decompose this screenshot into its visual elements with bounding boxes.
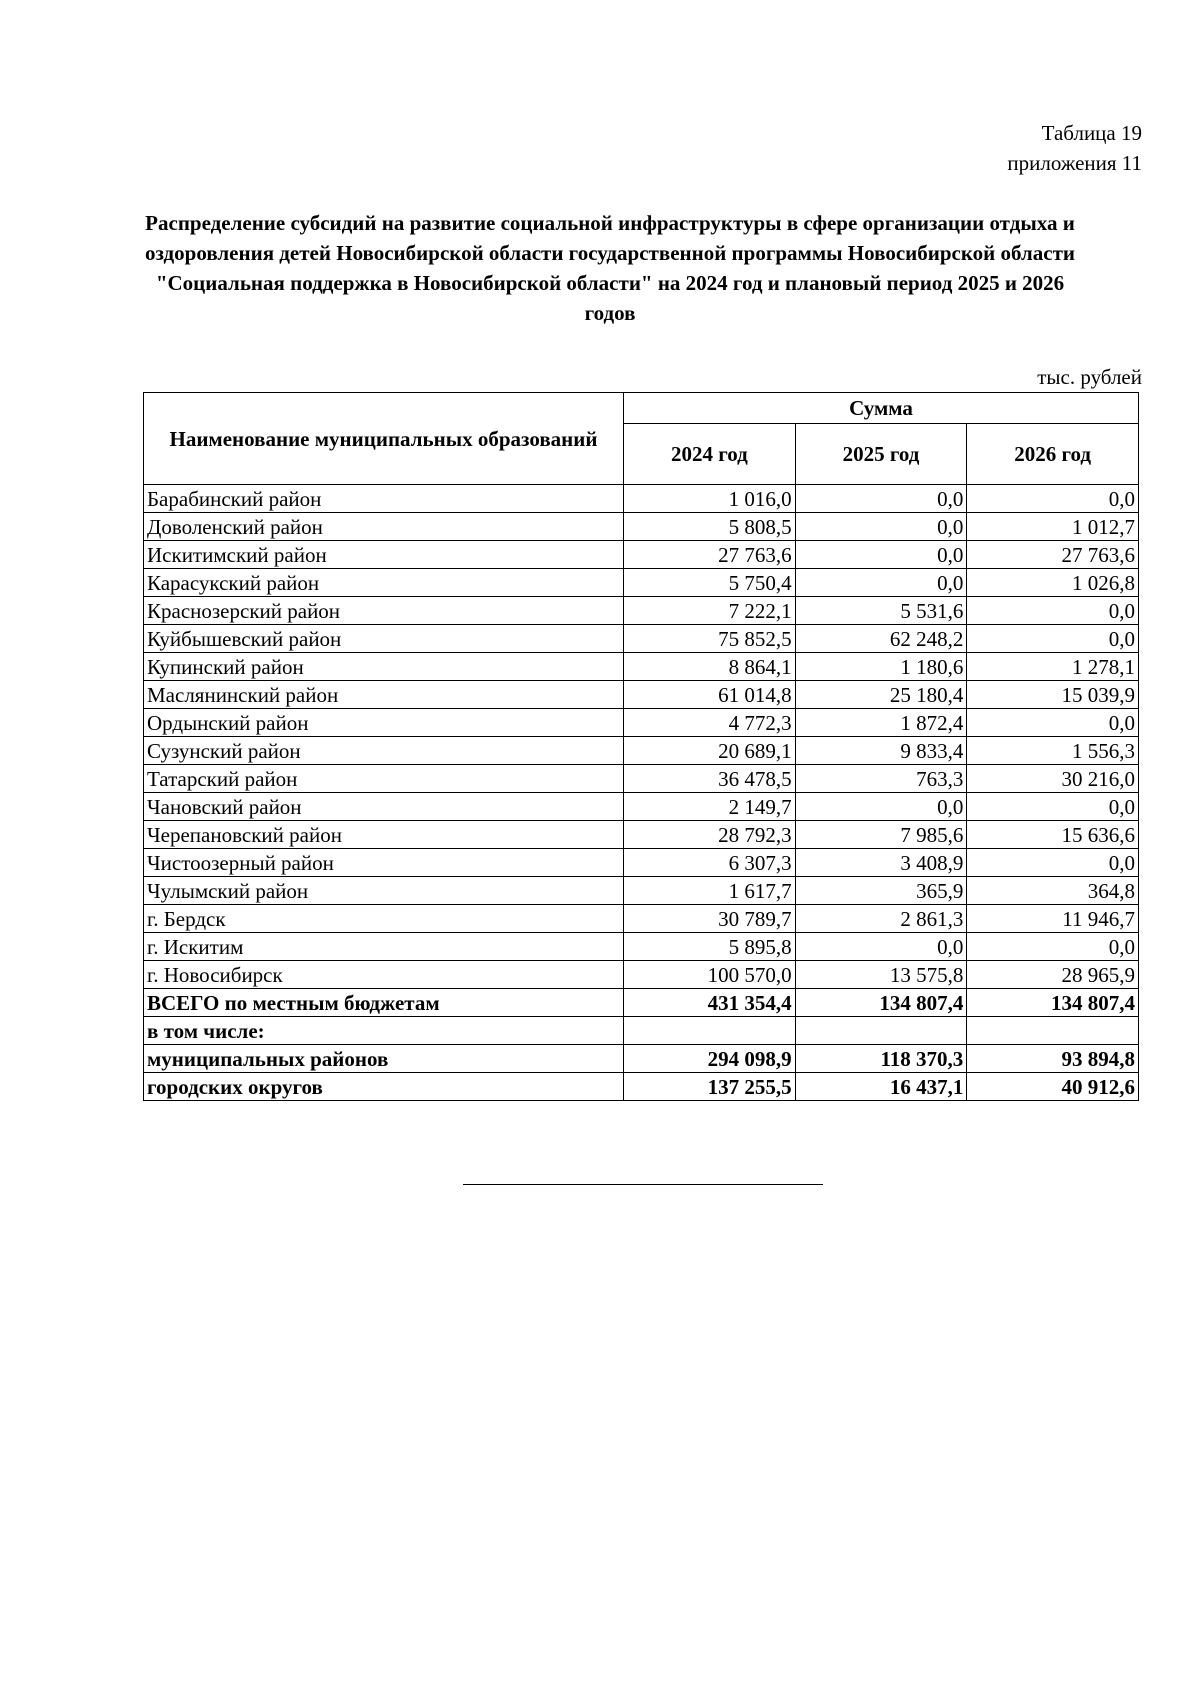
cell-2025: 3 408,9: [795, 849, 967, 877]
cell-municipality: Чистоозерный район: [144, 849, 624, 877]
cell-2024: 294 098,9: [624, 1045, 796, 1073]
cell-2024: [624, 1017, 796, 1045]
cell-2025: 365,9: [795, 877, 967, 905]
cell-2026: 1 026,8: [967, 569, 1139, 597]
cell-2025: 0,0: [795, 541, 967, 569]
cell-municipality: Барабинский район: [144, 485, 624, 513]
cell-2026: 1 556,3: [967, 737, 1139, 765]
cell-2026: 0,0: [967, 625, 1139, 653]
header-sum: Сумма: [624, 393, 1139, 424]
cell-2024: 30 789,7: [624, 905, 796, 933]
cell-2026: 1 278,1: [967, 653, 1139, 681]
header-municipality: Наименование муниципальных образований: [144, 393, 624, 485]
cell-2026: [967, 1017, 1139, 1045]
table-row: [144, 821, 1139, 849]
cell-2024: 6 307,3: [624, 849, 796, 877]
header-year-2024: 2024 год: [624, 424, 796, 485]
cell-2024: 431 354,4: [624, 989, 796, 1017]
cell-2024: 5 895,8: [624, 933, 796, 961]
cell-municipality: г. Искитим: [144, 933, 624, 961]
cell-2025: 16 437,1: [795, 1073, 967, 1101]
cell-2025: 763,3: [795, 765, 967, 793]
cell-2024: 36 478,5: [624, 765, 796, 793]
cell-2025: 5 531,6: [795, 597, 967, 625]
cell-municipality: Ордынский район: [144, 709, 624, 737]
cell-2024: 4 772,3: [624, 709, 796, 737]
cell-2026: 28 965,9: [967, 961, 1139, 989]
cell-2025: 0,0: [795, 485, 967, 513]
cell-2024: 8 864,1: [624, 653, 796, 681]
cell-municipality: Чулымский район: [144, 877, 624, 905]
total-row: [144, 1017, 1139, 1045]
table-row: [144, 849, 1139, 877]
cell-2025: 0,0: [795, 569, 967, 597]
table-number: Таблица 19: [1041, 121, 1142, 145]
cell-2026: 15 039,9: [967, 681, 1139, 709]
table-row: [144, 765, 1139, 793]
table-row: [144, 877, 1139, 905]
cell-2026: 134 807,4: [967, 989, 1139, 1017]
cell-municipality: Купинский район: [144, 653, 624, 681]
units-label: тыс. рублей: [1037, 365, 1142, 389]
cell-2025: 0,0: [795, 793, 967, 821]
cell-2025: 118 370,3: [795, 1045, 967, 1073]
cell-2026: 0,0: [967, 793, 1139, 821]
cell-2024: 75 852,5: [624, 625, 796, 653]
cell-2025: 1 872,4: [795, 709, 967, 737]
cell-municipality: г. Бердск: [144, 905, 624, 933]
cell-2026: 93 894,8: [967, 1045, 1139, 1073]
cell-2024: 137 255,5: [624, 1073, 796, 1101]
cell-2024: 27 763,6: [624, 541, 796, 569]
cell-municipality: Сузунский район: [144, 737, 624, 765]
cell-2026: 15 636,6: [967, 821, 1139, 849]
table-row: [144, 905, 1139, 933]
cell-2025: 134 807,4: [795, 989, 967, 1017]
cell-municipality: Черепановский район: [144, 821, 624, 849]
cell-2026: 364,8: [967, 877, 1139, 905]
table-row: [144, 513, 1139, 541]
subsidy-table: [143, 392, 1139, 1101]
cell-2025: 2 861,3: [795, 905, 967, 933]
cell-2026: 0,0: [967, 597, 1139, 625]
cell-2024: 28 792,3: [624, 821, 796, 849]
cell-2025: 1 180,6: [795, 653, 967, 681]
cell-2025: 13 575,8: [795, 961, 967, 989]
appendix-number: приложения 11: [1007, 151, 1142, 175]
cell-2024: 1 617,7: [624, 877, 796, 905]
cell-2025: [795, 1017, 967, 1045]
table-row: [144, 597, 1139, 625]
table-row: [144, 681, 1139, 709]
cell-municipality: г. Новосибирск: [144, 961, 624, 989]
cell-2026: 0,0: [967, 849, 1139, 877]
cell-municipality: Краснозерский район: [144, 597, 624, 625]
cell-municipality: Куйбышевский район: [144, 625, 624, 653]
table-row: [144, 793, 1139, 821]
cell-2024: 100 570,0: [624, 961, 796, 989]
appendix-reference: [1007, 118, 1142, 178]
cell-2024: 61 014,8: [624, 681, 796, 709]
table-row: [144, 569, 1139, 597]
cell-2024: 5 750,4: [624, 569, 796, 597]
total-row: [144, 1073, 1139, 1101]
cell-municipality: в том числе:: [144, 1017, 624, 1045]
total-row: [144, 1045, 1139, 1073]
header-year-2026: 2026 год: [967, 424, 1139, 485]
cell-2026: 27 763,6: [967, 541, 1139, 569]
table-body: [144, 485, 1139, 1101]
cell-municipality: Карасукский район: [144, 569, 624, 597]
cell-2025: 62 248,2: [795, 625, 967, 653]
cell-2026: 0,0: [967, 485, 1139, 513]
document-title: Распределение субсидий на развитие социальной инфраструктуры в сфере организации отдыха и оздоровления детей Новосибирской области государственной программы Новосибирской области "Социальная поддержка в Новосибирской области" на 2024 год и плановый период 2025 и 2026 годов: [144, 211, 1076, 325]
table-row: [144, 653, 1139, 681]
header-year-2025: 2025 год: [795, 424, 967, 485]
table-row: [144, 485, 1139, 513]
table-row: [144, 737, 1139, 765]
cell-2024: 5 808,5: [624, 513, 796, 541]
table-row: [144, 933, 1139, 961]
cell-municipality: Доволенский район: [144, 513, 624, 541]
cell-municipality: Татарский район: [144, 765, 624, 793]
cell-municipality: ВСЕГО по местным бюджетам: [144, 989, 624, 1017]
cell-municipality: Искитимский район: [144, 541, 624, 569]
cell-2026: 0,0: [967, 709, 1139, 737]
total-row: [144, 989, 1139, 1017]
cell-2024: 2 149,7: [624, 793, 796, 821]
cell-municipality: Маслянинский район: [144, 681, 624, 709]
table-row: [144, 541, 1139, 569]
cell-2024: 20 689,1: [624, 737, 796, 765]
table-row: [144, 709, 1139, 737]
closing-rule: [463, 1184, 823, 1185]
cell-2025: 7 985,6: [795, 821, 967, 849]
cell-municipality: Чановский район: [144, 793, 624, 821]
cell-2025: 0,0: [795, 933, 967, 961]
table-row: [144, 961, 1139, 989]
cell-2026: 0,0: [967, 933, 1139, 961]
cell-2025: 25 180,4: [795, 681, 967, 709]
cell-municipality: городских округов: [144, 1073, 624, 1101]
cell-2026: 11 946,7: [967, 905, 1139, 933]
table-row: [144, 625, 1139, 653]
cell-municipality: муниципальных районов: [144, 1045, 624, 1073]
cell-2026: 40 912,6: [967, 1073, 1139, 1101]
cell-2026: 30 216,0: [967, 765, 1139, 793]
cell-2026: 1 012,7: [967, 513, 1139, 541]
cell-2024: 7 222,1: [624, 597, 796, 625]
cell-2025: 0,0: [795, 513, 967, 541]
cell-2024: 1 016,0: [624, 485, 796, 513]
cell-2025: 9 833,4: [795, 737, 967, 765]
